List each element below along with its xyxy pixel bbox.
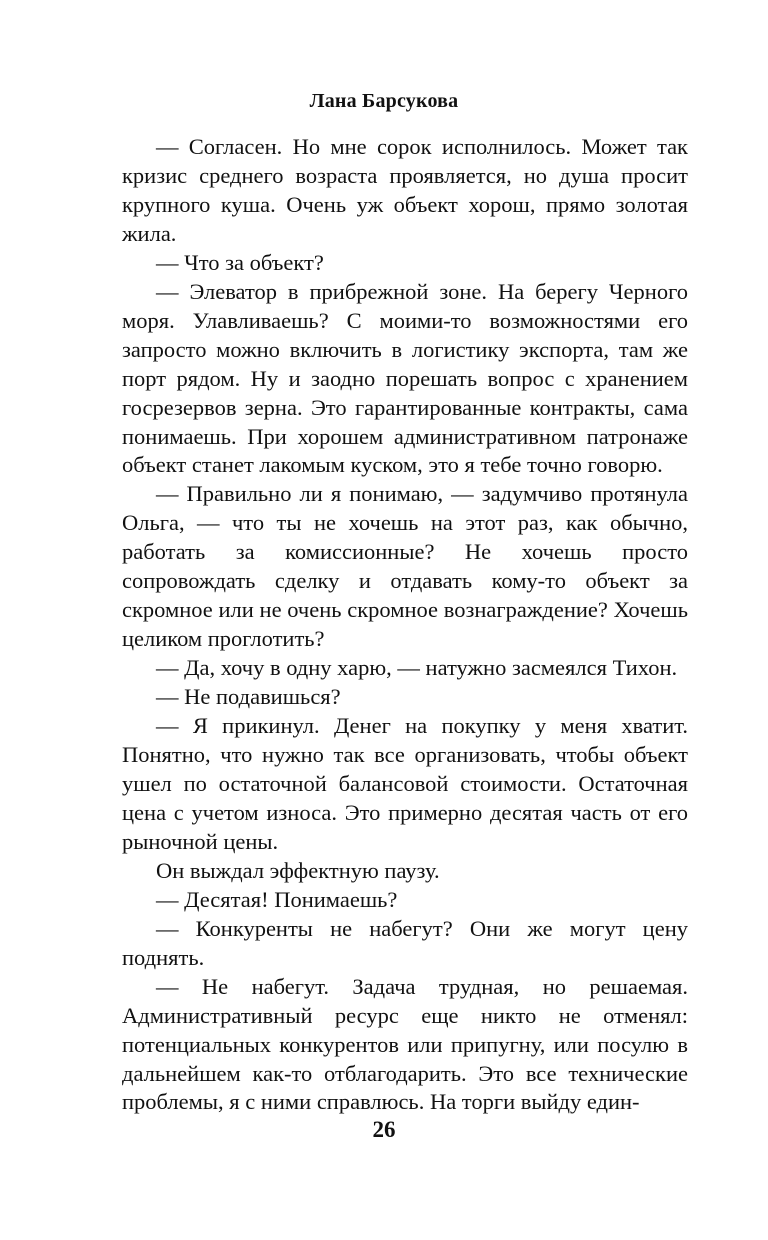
page-body <box>122 133 688 1117</box>
paragraph: — Правильно ли я понимаю, — задумчиво протянула Ольга, — что ты не хочешь на этот раз, как обычно, работать за комиссионные? Не хочешь просто сопровождать сделку и отдавать кому-то объект за скромное или не очень скромное вознаграждение? Хочешь целиком проглотить? <box>122 481 688 652</box>
paragraph: — Да, хочу в одну харю, — натужно засмеялся Тихон. <box>156 655 678 681</box>
paragraph: — Не подавишься? <box>156 684 341 710</box>
paragraph: — Не набегут. Задача трудная, но решаемая. Административный ресурс еще никто не отменял: потенциальных конкурентов или припугну, или посулю в дальнейшем как-то отблагодарить. Это все технические проблемы, я с ними справлюсь. На торги выйду един- <box>122 973 688 1115</box>
paragraph: — Конкуренты не набегут? Они же могут цену поднять. <box>122 915 688 970</box>
paragraph: — Элеватор в прибрежной зоне. На берегу Черного моря. Улавливаешь? С моими-то возможностями его запросто можно включить в логистику экспорта, там же порт рядом. Ну и заодно порешать вопрос с хранением госрезервов зерна. Это гарантированные контракты, сама понимаешь. При хорошем административном патронаже объект станет лакомым куском, это я тебе точно говорю. <box>122 278 688 478</box>
running-title: Лана Барсукова <box>309 90 459 112</box>
paragraph: — Что за объект? <box>156 249 324 275</box>
page-number: 26 <box>372 1117 396 1142</box>
paragraph: Он выждал эффектную паузу. <box>156 857 440 883</box>
paragraph: — Десятая! Понимаешь? <box>156 886 398 912</box>
paragraph: — Согласен. Но мне сорок исполнилось. Может так кризис среднего возраста проявляется, но душа просит крупного куша. Очень уж объект хорош, прямо золотая жила. <box>122 134 688 246</box>
paragraph: — Я прикинул. Денег на покупку у меня хватит. Понятно, что нужно так все организовать, чтобы объект ушел по остаточной балансовой стоимости. Остаточная цена с учетом износа. Это примерно десятая часть от его рыночной цены. <box>122 713 688 854</box>
